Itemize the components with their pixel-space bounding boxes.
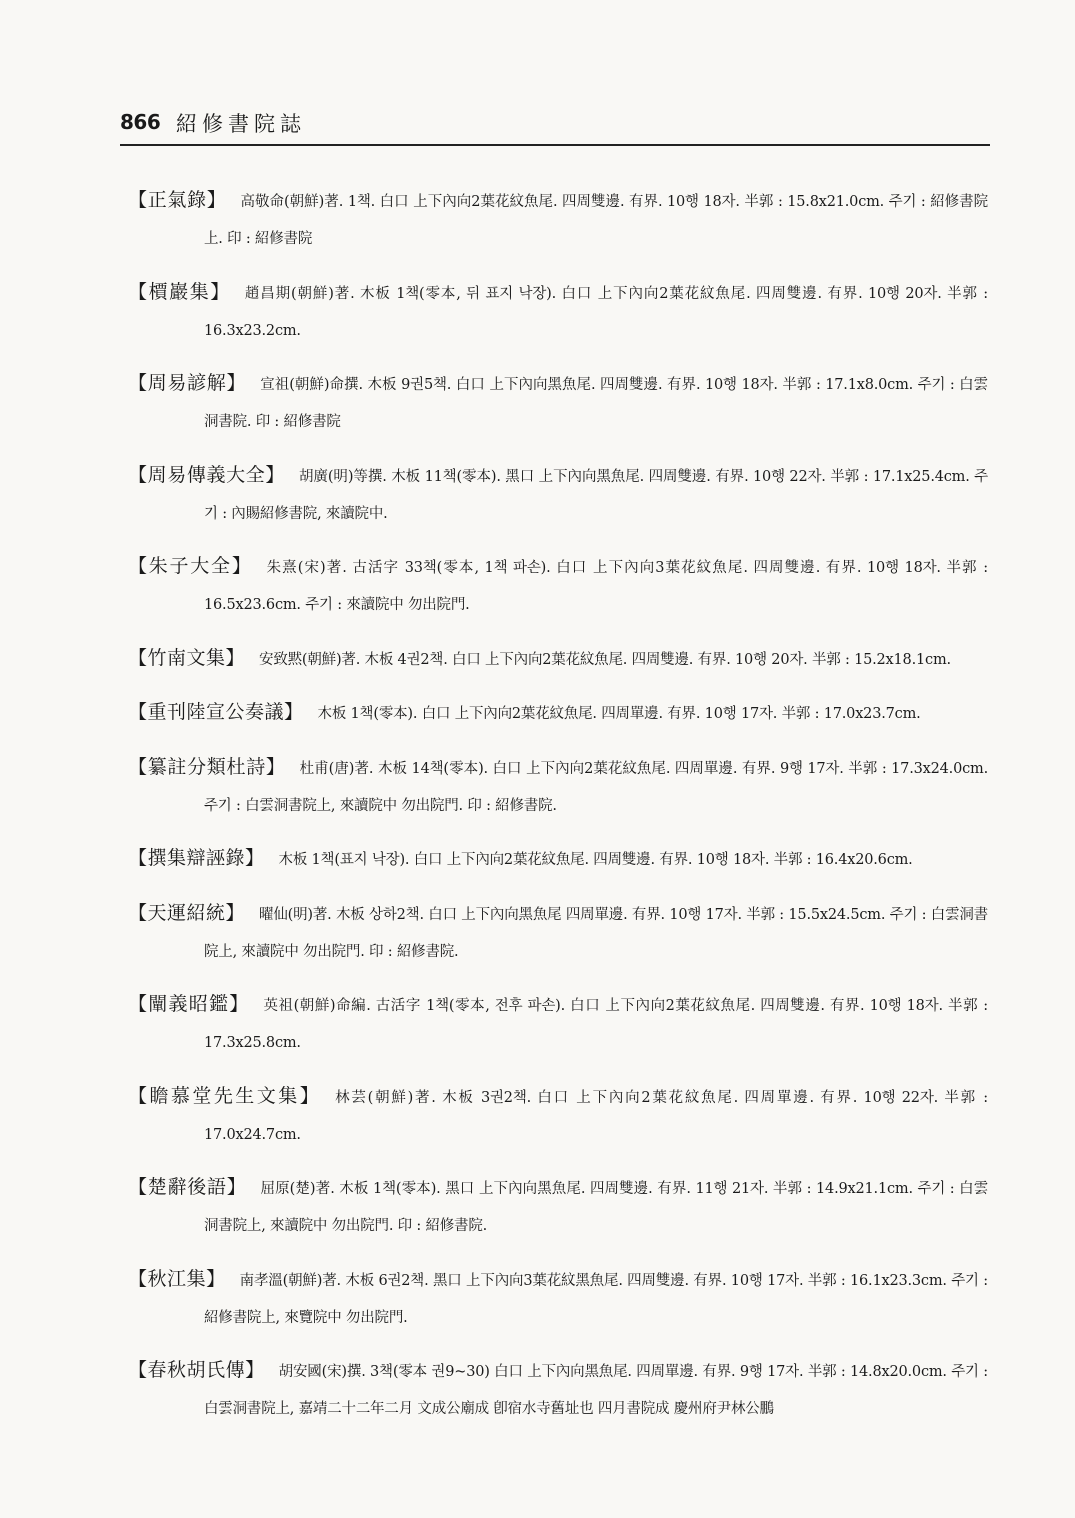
entry-description: 曜仙(明)著. 木板 상하2책. 白口 上下內向黑魚尾 四周單邊. 有界. 10행 17자. 半郭 : 15.5x24.5cm. 주기 : 白雲洞書院上, 來讀院中 勿出院門. 印 : 紹修書院.: [204, 906, 988, 960]
catalog-entry: [128, 182, 988, 258]
entry-title: 【秋江集】: [128, 1267, 226, 1290]
entry-title: 【周易諺解】: [128, 372, 247, 394]
entry-title: 【闡義昭鑑】: [128, 993, 250, 1015]
catalog-entry: [128, 840, 988, 879]
entry-title: 【周易傳義大全】: [128, 463, 285, 486]
catalog-entry: [128, 749, 988, 825]
catalog-entry: [128, 548, 988, 624]
entry-description: 屈原(楚)著. 木板 1책(零本). 黑口 上下內向黑魚尾. 四周雙邊. 有界. 11행 21자. 半郭 : 14.9x21.1cm. 주기 : 白雲洞書院上, 來讀院中 勿出院門. 印 : 紹修書院.: [204, 1181, 988, 1234]
entry-description: 趙昌期(朝鮮)著. 木板 1책(零本, 뒤 표지 낙장). 白口 上下內向2葉花紋魚尾. 四周雙邊. 有界. 10행 20자. 半郭 : 16.3x23.2cm.: [204, 285, 988, 339]
catalog-entry: [128, 1261, 988, 1337]
catalog-entry: [128, 895, 988, 971]
entry-description: 杜甫(唐)著. 木板 14책(零本). 白口 上下內向2葉花紋魚尾. 四周單邊. 有界. 9행 17자. 半郭 : 17.3x24.0cm. 주기 : 白雲洞書院上, 來讀院中 勿出院門. 印 : 紹修書院.: [204, 760, 988, 814]
entry-description: 胡安國(宋)撰. 3책(零本 권9~30) 白口 上下內向黑魚尾. 四周單邊. 有界. 9행 17자. 半郭 : 14.8x20.0cm. 주기 : 白雲洞書院上, 嘉靖二十二年二月 文成公廟成 卽宿水寺舊址也 四月書院成 慶州府尹林公鵬: [204, 1364, 988, 1417]
entry-description: 高敬命(朝鮮)著. 1책. 白口 上下內向2葉花紋魚尾. 四周雙邊. 有界. 10행 18자. 半郭 : 15.8x21.0cm. 주기 : 紹修書院上. 印 : 紹修書院: [204, 194, 988, 247]
catalog-entry: [128, 640, 988, 679]
entry-description: 林芸(朝鮮)著. 木板 3권2책. 白口 上下內向2葉花紋魚尾. 四周單邊. 有界. 10행 22자. 半郭 : 17.0x24.7cm.: [204, 1089, 988, 1143]
catalog-entry: [128, 1352, 988, 1428]
entry-description: 木板 1책(표지 낙장). 白口 上下內向2葉花紋魚尾. 四周雙邊. 有界. 10행 18자. 半郭 : 16.4x20.6cm.: [278, 852, 913, 868]
entry-description: 英祖(朝鮮)命編. 古活字 1책(零本, 전후 파손). 白口 上下內向2葉花紋魚尾. 四周雙邊. 有界. 10행 18자. 半郭 : 17.3x25.8cm.: [204, 998, 988, 1051]
entry-description: 宣祖(朝鮮)命撰. 木板 9권5책. 白口 上下內向黑魚尾. 四周雙邊. 有界. 10행 18자. 半郭 : 17.1x8.0cm. 주기 : 白雲洞書院. 印 : 紹修書院: [204, 377, 988, 430]
entry-title: 【楚辭後語】: [128, 1176, 247, 1198]
book-title: 紹修書院誌: [176, 112, 306, 136]
entry-title: 【朱子大全】: [128, 555, 253, 577]
entry-title: 【檟巖集】: [128, 280, 231, 303]
entry-description: 朱熹(宋)著. 古活字 33책(零本, 1책 파손). 白口 上下內向3葉花紋魚尾. 四周雙邊. 有界. 10행 18자. 半郭 : 16.5x23.6cm. 주기 : 來讀院中 勿出院門.: [204, 560, 988, 613]
entry-description: 南孝溫(朝鮮)著. 木板 6권2책. 黑口 上下內向3葉花紋黑魚尾. 四周雙邊. 有界. 10행 17자. 半郭 : 16.1x23.3cm. 주기 : 紹修書院上, 來覽院中 勿出院門.: [204, 1272, 988, 1326]
page-number: 866: [120, 110, 161, 134]
entry-title: 【正氣錄】: [128, 189, 227, 211]
catalog-entry: [128, 1078, 988, 1154]
entry-title: 【春秋胡氏傳】: [128, 1359, 265, 1381]
entry-title: 【撰集辯誣錄】: [128, 847, 265, 869]
catalog-entry: [128, 1169, 988, 1245]
entry-description: 安致黙(朝鮮)著. 木板 4권2책. 白口 上下內向2葉花紋魚尾. 四周雙邊. 有界. 10행 20자. 半郭 : 15.2x18.1cm.: [259, 651, 951, 668]
entry-title: 【纂註分類杜詩】: [128, 755, 286, 778]
entry-title: 【天運紹統】: [128, 901, 246, 924]
catalog-entry: [128, 457, 988, 533]
catalog-entry: [128, 694, 988, 733]
catalog-entries: [128, 182, 988, 1444]
entry-description: 木板 1책(零本). 白口 上下內向2葉花紋魚尾. 四周單邊. 有界. 10행 17자. 半郭 : 17.0x23.7cm.: [317, 706, 921, 722]
catalog-entry: [128, 986, 988, 1062]
entry-title: 【瞻慕堂先生文集】: [128, 1084, 322, 1107]
entry-title: 【竹南文集】: [128, 646, 246, 669]
entry-title: 【重刊陸宣公奏議】: [128, 701, 304, 723]
page-header: [120, 108, 990, 146]
entry-description: 胡廣(明)等撰. 木板 11책(零本). 黑口 上下內向黑魚尾. 四周雙邊. 有界. 10행 22자. 半郭 : 17.1x25.4cm. 주기 : 內賜紹修書院, 來讀院中.: [204, 468, 988, 522]
catalog-entry: [128, 274, 988, 350]
catalog-entry: [128, 365, 988, 441]
